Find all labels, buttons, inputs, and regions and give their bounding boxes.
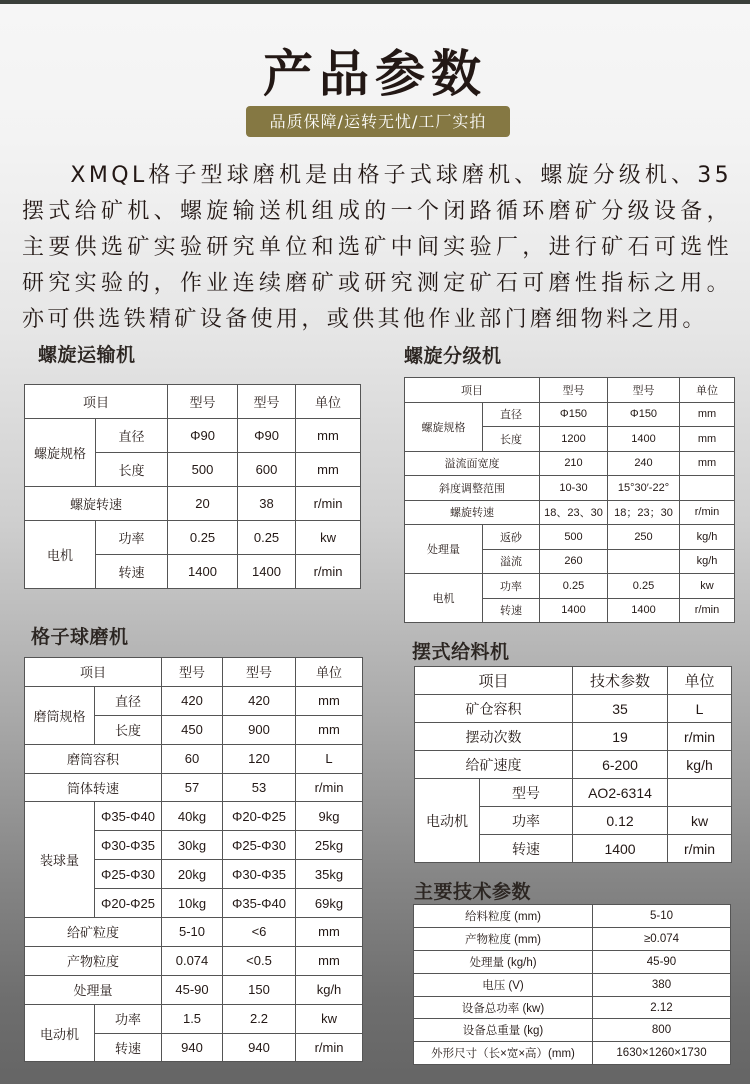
value-cell: ≥0.074	[593, 927, 731, 950]
unit-cell	[668, 779, 732, 807]
value-cell: 210	[540, 451, 608, 476]
value-cell: 9kg	[296, 802, 363, 831]
spiral-classifier-table	[404, 377, 735, 623]
header-cell: 项目	[25, 385, 168, 419]
value-cell: 35	[573, 695, 668, 723]
table-row	[414, 1019, 731, 1042]
table-row	[25, 1004, 363, 1033]
label-cell: 给矿速度	[415, 751, 573, 779]
value-cell: Φ30-Φ35	[223, 860, 296, 889]
table-row	[415, 695, 732, 723]
label-cell: 转速	[95, 1033, 162, 1062]
value-cell: 5-10	[162, 918, 223, 947]
value-cell: 45-90	[593, 950, 731, 973]
value-cell: Φ90	[238, 419, 296, 453]
value-cell: 600	[238, 453, 296, 487]
header-cell: 型号	[223, 658, 296, 687]
label-cell: 处理量 (kg/h)	[414, 950, 593, 973]
header-cell: 型号	[238, 385, 296, 419]
label-cell: 矿仓容积	[415, 695, 573, 723]
label-cell: 磨筒容积	[25, 744, 162, 773]
label-cell: 转速	[483, 598, 540, 623]
label-cell: 型号	[480, 779, 573, 807]
value-cell: Φ25-Φ30	[223, 831, 296, 860]
table-row	[405, 574, 735, 599]
value-cell: 800	[593, 1019, 731, 1042]
value-cell: 1400	[608, 427, 680, 452]
label-cell: 功率	[480, 807, 573, 835]
table-row	[414, 1042, 731, 1065]
value-cell: 45-90	[162, 975, 223, 1004]
group-cell: 磨筒规格	[25, 686, 95, 744]
value-cell: 0.074	[162, 946, 223, 975]
label-cell: 溢流面宽度	[405, 451, 540, 476]
value-cell: <0.5	[223, 946, 296, 975]
section-title-screw-conveyor: 螺旋运输机	[38, 344, 136, 366]
unit-cell: mm	[296, 946, 363, 975]
group-cell: 螺旋规格	[405, 402, 483, 451]
label-cell: 摆动次数	[415, 723, 573, 751]
unit-cell: kw	[296, 1004, 363, 1033]
value-cell: 20	[168, 487, 238, 521]
value-cell: 1400	[608, 598, 680, 623]
value-cell: 35kg	[296, 860, 363, 889]
label-cell: 转速	[480, 835, 573, 863]
value-cell: Φ20-Φ25	[95, 889, 162, 918]
label-cell: 长度	[483, 427, 540, 452]
value-cell: 53	[223, 773, 296, 802]
value-cell: 10kg	[162, 889, 223, 918]
value-cell: 150	[223, 975, 296, 1004]
value-cell: 15°30′-22°	[608, 476, 680, 501]
header-cell: 型号	[162, 658, 223, 687]
label-cell: 返砂	[483, 525, 540, 550]
unit-cell: r/min	[680, 500, 735, 525]
unit-cell: r/min	[296, 487, 361, 521]
table-header-row	[405, 378, 735, 403]
label-cell: 外形尺寸（长×宽×高）(mm)	[414, 1042, 593, 1065]
value-cell: 6-200	[573, 751, 668, 779]
group-cell: 处理量	[405, 525, 483, 574]
value-cell: Φ35-Φ40	[223, 889, 296, 918]
unit-cell: mm	[296, 453, 361, 487]
label-cell: 筒体转速	[25, 773, 162, 802]
unit-cell: kg/h	[668, 751, 732, 779]
table-row	[414, 950, 731, 973]
pendulum-feeder-table	[414, 666, 732, 863]
table-row	[25, 918, 363, 947]
value-cell: Φ150	[540, 402, 608, 427]
unit-cell: kg/h	[680, 525, 735, 550]
table-row	[25, 686, 363, 715]
value-cell: 5-10	[593, 905, 731, 928]
label-cell: 长度	[96, 453, 168, 487]
value-cell: Φ25-Φ30	[95, 860, 162, 889]
unit-cell: mm	[680, 451, 735, 476]
value-cell: 260	[540, 549, 608, 574]
unit-cell: kg/h	[296, 975, 363, 1004]
label-cell: 长度	[95, 715, 162, 744]
value-cell: 940	[223, 1033, 296, 1062]
label-cell: 处理量	[25, 975, 162, 1004]
group-cell: 电机	[25, 521, 96, 589]
unit-cell: kg/h	[680, 549, 735, 574]
label-cell: 直径	[483, 402, 540, 427]
value-cell: 0.25	[540, 574, 608, 599]
grid-ball-mill-table	[24, 657, 363, 1062]
value-cell: 1400	[168, 555, 238, 589]
header-cell: 单位	[668, 667, 732, 695]
label-cell: 产物粒度	[25, 946, 162, 975]
value-cell: Φ150	[608, 402, 680, 427]
label-cell: 溢流	[483, 549, 540, 574]
table-row	[405, 525, 735, 550]
unit-cell: mm	[296, 715, 363, 744]
header-cell: 型号	[540, 378, 608, 403]
label-cell: 直径	[95, 686, 162, 715]
unit-cell: r/min	[680, 598, 735, 623]
value-cell: 120	[223, 744, 296, 773]
table-row	[405, 402, 735, 427]
value-cell: 60	[162, 744, 223, 773]
value-cell: 250	[608, 525, 680, 550]
value-cell: Φ90	[168, 419, 238, 453]
header-cell: 项目	[405, 378, 540, 403]
value-cell: 0.25	[608, 574, 680, 599]
unit-cell: L	[296, 744, 363, 773]
unit-cell: kw	[668, 807, 732, 835]
value-cell: 900	[223, 715, 296, 744]
header-cell: 单位	[296, 658, 363, 687]
value-cell: 38	[238, 487, 296, 521]
unit-cell: L	[668, 695, 732, 723]
table-row	[415, 779, 732, 807]
label-cell: 螺旋转速	[25, 487, 168, 521]
label-cell: 斜度调整范围	[405, 476, 540, 501]
label-cell: 直径	[96, 419, 168, 453]
header-cell: 型号	[168, 385, 238, 419]
table-row	[415, 751, 732, 779]
header-cell: 单位	[296, 385, 361, 419]
label-cell: 功率	[96, 521, 168, 555]
value-cell: AO2-6314	[573, 779, 668, 807]
value-cell: 30kg	[162, 831, 223, 860]
value-cell: 2.2	[223, 1004, 296, 1033]
value-cell: 40kg	[162, 802, 223, 831]
table-row	[414, 996, 731, 1019]
table-row	[25, 773, 363, 802]
table-row	[414, 905, 731, 928]
label-cell: 给料粒度 (mm)	[414, 905, 593, 928]
value-cell	[608, 549, 680, 574]
value-cell: 1.5	[162, 1004, 223, 1033]
value-cell: Φ20-Φ25	[223, 802, 296, 831]
label-cell: 设备总功率 (kw)	[414, 996, 593, 1019]
value-cell: 18；23；30	[608, 500, 680, 525]
value-cell: <6	[223, 918, 296, 947]
label-cell: 给矿粒度	[25, 918, 162, 947]
group-cell: 电机	[405, 574, 483, 623]
unit-cell: r/min	[296, 773, 363, 802]
label-cell: 电压 (V)	[414, 973, 593, 996]
value-cell: 57	[162, 773, 223, 802]
header-cell: 项目	[415, 667, 573, 695]
unit-cell: mm	[296, 419, 361, 453]
table-row	[414, 973, 731, 996]
label-cell: 转速	[96, 555, 168, 589]
value-cell: 20kg	[162, 860, 223, 889]
value-cell: 420	[223, 686, 296, 715]
value-cell: 19	[573, 723, 668, 751]
value-cell: 1400	[573, 835, 668, 863]
section-title-main-specs: 主要技术参数	[414, 881, 532, 903]
value-cell: 450	[162, 715, 223, 744]
group-cell: 装球量	[25, 802, 95, 918]
unit-cell: kw	[296, 521, 361, 555]
top-border	[0, 0, 750, 4]
value-cell: 500	[540, 525, 608, 550]
table-row	[25, 975, 363, 1004]
table-header-row	[25, 658, 363, 687]
table-row	[414, 927, 731, 950]
unit-cell: mm	[296, 918, 363, 947]
unit-cell: mm	[296, 686, 363, 715]
value-cell: 0.25	[238, 521, 296, 555]
section-title-spiral-classifier: 螺旋分级机	[404, 345, 502, 367]
unit-cell: mm	[680, 427, 735, 452]
header-cell: 型号	[608, 378, 680, 403]
label-cell: 功率	[95, 1004, 162, 1033]
group-cell: 电动机	[415, 779, 480, 863]
value-cell: 0.12	[573, 807, 668, 835]
value-cell: 18、23、30	[540, 500, 608, 525]
label-cell: 功率	[483, 574, 540, 599]
header-cell: 单位	[680, 378, 735, 403]
value-cell: 500	[168, 453, 238, 487]
value-cell: 69kg	[296, 889, 363, 918]
value-cell: 940	[162, 1033, 223, 1062]
screw-conveyor-table	[24, 384, 361, 589]
value-cell: 0.25	[168, 521, 238, 555]
value-cell: 1400	[540, 598, 608, 623]
unit-cell: r/min	[296, 1033, 363, 1062]
value-cell: 2.12	[593, 996, 731, 1019]
main-specs-table	[413, 904, 731, 1065]
unit-cell: mm	[680, 402, 735, 427]
value-cell: 1200	[540, 427, 608, 452]
header-cell: 项目	[25, 658, 162, 687]
table-row	[405, 476, 735, 501]
value-cell: 1630×1260×1730	[593, 1042, 731, 1065]
table-row	[405, 451, 735, 476]
value-cell: 240	[608, 451, 680, 476]
table-row	[415, 723, 732, 751]
table-row	[405, 500, 735, 525]
table-header-row	[415, 667, 732, 695]
label-cell: 设备总重量 (kg)	[414, 1019, 593, 1042]
label-cell: 螺旋转速	[405, 500, 540, 525]
value-cell: 420	[162, 686, 223, 715]
unit-cell: r/min	[296, 555, 361, 589]
unit-cell	[680, 476, 735, 501]
table-row	[25, 946, 363, 975]
section-title-grid-ball-mill: 格子球磨机	[31, 626, 129, 648]
table-header-row	[25, 385, 361, 419]
unit-cell: r/min	[668, 723, 732, 751]
value-cell: 25kg	[296, 831, 363, 860]
table-row	[25, 521, 361, 555]
label-cell: 产物粒度 (mm)	[414, 927, 593, 950]
table-row	[25, 802, 363, 831]
intro-paragraph: XMQL格子型球磨机是由格子式球磨机、螺旋分级机、35摆式给矿机、螺旋输送机组成的一个闭路循环磨矿分级设备，主要供选矿实验研究单位和选矿中间实验厂，进行矿石可选性研究实验的，作业连续磨矿或研究测定矿石可磨性指标之用。亦可供选铁精矿设备使用，或供其他作业部门磨细物料之用。	[22, 163, 732, 332]
value-cell: Φ30-Φ35	[95, 831, 162, 860]
group-cell: 电动机	[25, 1004, 95, 1062]
value-cell: 380	[593, 973, 731, 996]
tagline-badge: 品质保障/运转无忧/工厂实拍	[246, 106, 510, 137]
page-title: 产品参数	[263, 45, 487, 103]
table-row	[25, 419, 361, 453]
value-cell: 10-30	[540, 476, 608, 501]
section-title-pendulum-feeder: 摆式给料机	[412, 641, 510, 663]
group-cell: 螺旋规格	[25, 419, 96, 487]
value-cell: 1400	[238, 555, 296, 589]
value-cell: Φ35-Φ40	[95, 802, 162, 831]
unit-cell: r/min	[668, 835, 732, 863]
table-row	[25, 487, 361, 521]
unit-cell: kw	[680, 574, 735, 599]
table-row	[25, 744, 363, 773]
header-cell: 技术参数	[573, 667, 668, 695]
